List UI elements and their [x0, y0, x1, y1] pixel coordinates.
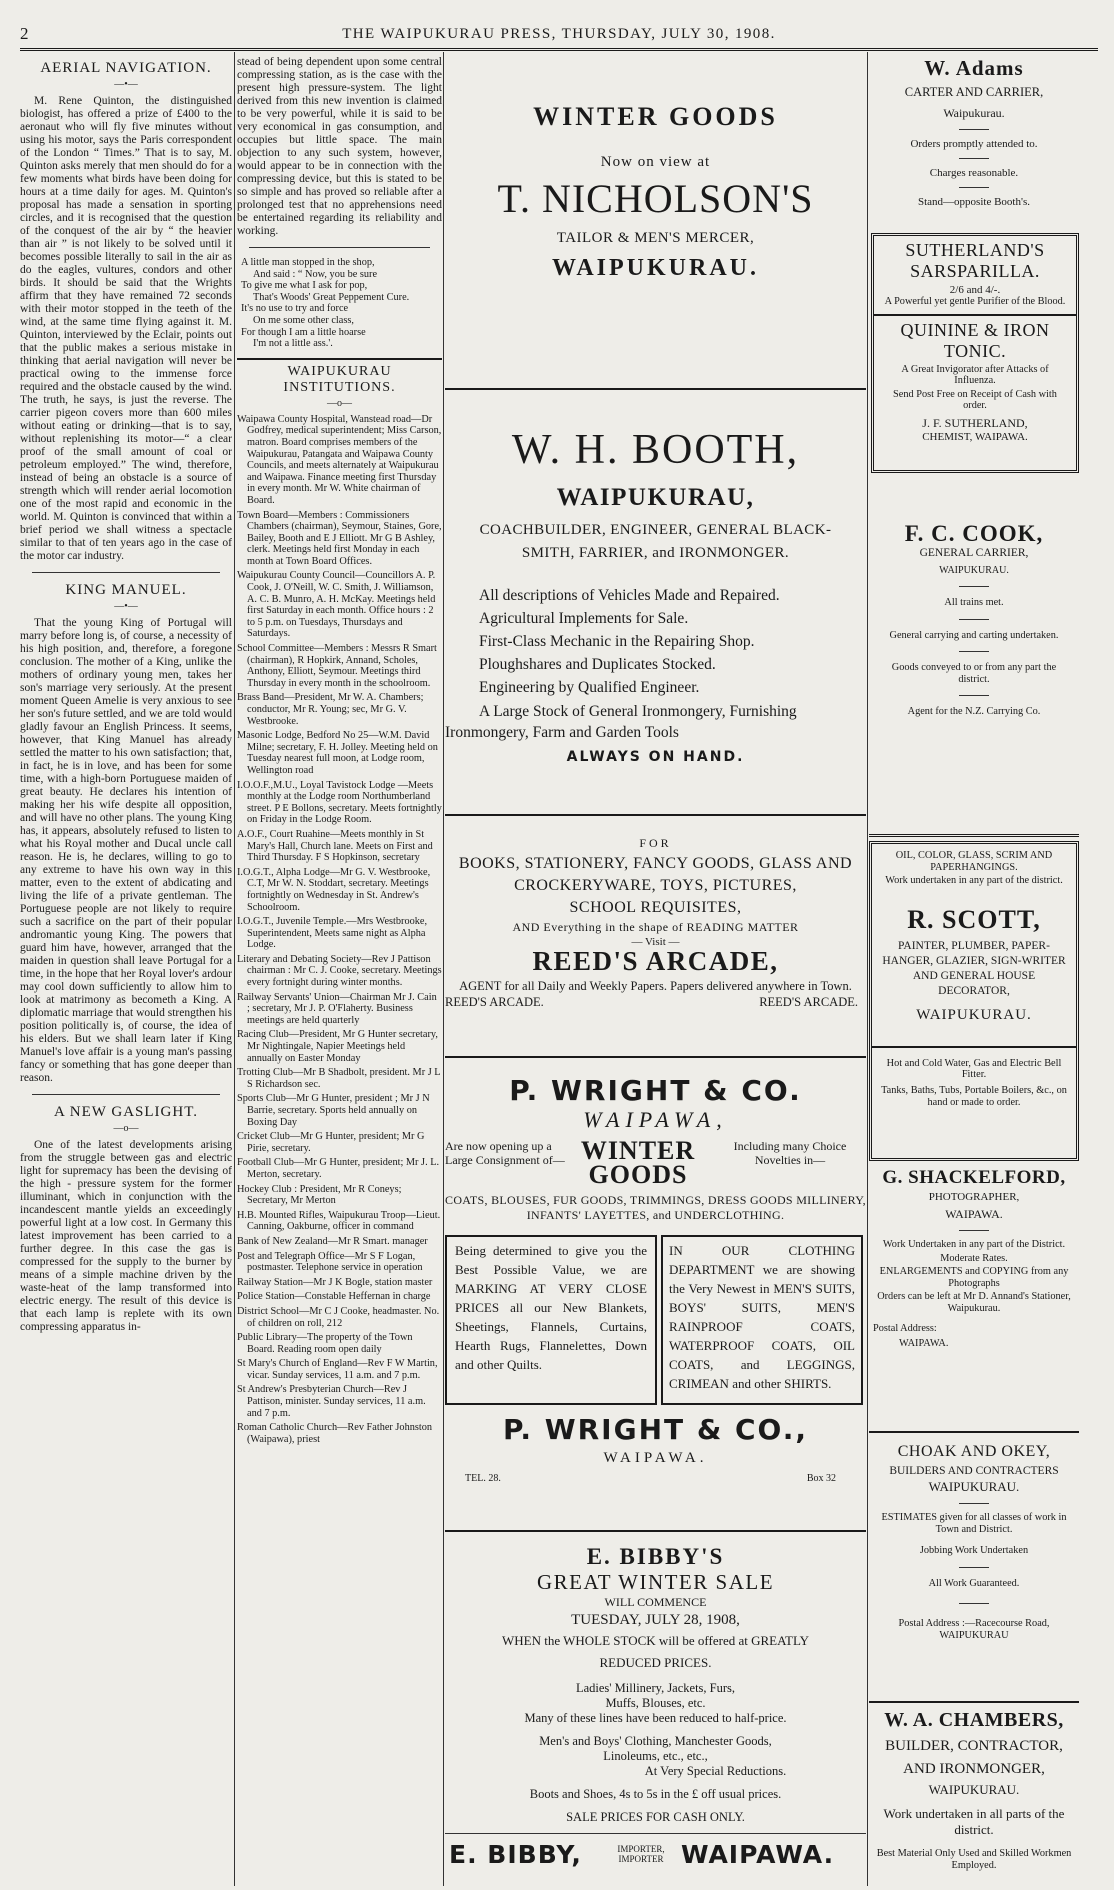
- choak-line: Jobbing Work Undertaken: [919, 1545, 1029, 1557]
- separator: [249, 247, 430, 248]
- cook-line: All trains met.: [944, 597, 1004, 608]
- institution-entry: School Committee—Members : Messrs R Smart (chairman), R Hopkirk, Annand, Scholes, Anthony, Elliott, Seymour. Meetings third Thursday in every month in the schoolroom.: [237, 643, 437, 689]
- separator: [445, 814, 866, 816]
- article-body-gas: One of the latest developments arising from the struggle between gas and electric light for supremacy has been the devising of the high - pressure system for the former illuminant, which in conjunction with the incandescent mantle yields an exceedingly powerful light at a low cost. In Germany this latest improvement has been carried to a further degree. In this case the gas is compressed for the supply to the burner by means of a simple machine driven by the waste-heat of the lamp transformed into electric energy. The result of this device is that each lamp is replete with its own compressing apparatus in-: [20, 1139, 232, 1333]
- article-body-king: That the young King of Portugal will marry before long is, of course, a necessity of his high position, and, therefore, a foregone conclusion. The mother of a King, unlike the mothers of ordinary young men, takes her son's marriage very seriously. At the present moment Queen Amelie is very anxious to see her son's future settled, and we are told would gladly favour an English Princess. It seems, however, that King Manuel has already settled the matter to his own satisfaction; that, in fact, he is in love, and has been for some time, with a high-born Portuguese maiden of great beauty. He declares his intention of making her his wife despite all opposition, and will have no other plans. The young King has, it appears, absolutely refused to listen to what his Royal mother and Ducal uncle call reason. He is, he declares, willing to go to any extreme to have his own way in this matter, even to the extent of abdicating and living the life of a private gentleman. The Portuguese people are not likely to require such a sacrifice on the part of their popular andromantic young King. The powers that guard him have, however, arranged that the maiden in question shall leave Portugal for a time, in the hope that her Royal lover's ardour may cool down sufficiently to allow him to look at matrimony as becometh a King. A diplomatic marriage that would strengthen his position politically is, of course, the idea of his elders. But we shall learn later if King Manuel's love affair is a young man's passing fancy or something that has gone deeper than reason.: [20, 617, 232, 1084]
- institution-entry: Waipawa County Hospital, Wanstead road—Dr Godfrey, medical superintendent; Miss Carson, matron. Board comprises members of the Waipukurau, Patangata and Waipawa County Councils, and meets alternately at Waipukurau and Waipawa. Finance meeting first Thursday in every month. Mr W. White chairman of Board.: [237, 413, 442, 506]
- separator: [237, 358, 442, 360]
- institution-entry: Waipukurau County Council—Councillors A. P. Cook, J. O'Neill, W. C. Smith, J. Williamson, A. C. B. Munro, A. H. McKay. Meetings held first Saturday in each month. Office hours : 2 to 5 p.m. on Tuesdays, Thursdays and Saturdays.: [237, 570, 436, 640]
- bibby-line: Boots and Shoes, 4s to 5s in the £ off usual prices.: [529, 1787, 782, 1801]
- ornament: —o—: [327, 397, 352, 409]
- booth-ironmongery: A Large Stock of General Ironmongery, Furnishing Ironmongery, Farm and Garden Tools: [445, 703, 797, 741]
- ornament: —o—: [113, 1123, 139, 1134]
- choak-line: ESTIMATES given for all classes of work in Town and District.: [881, 1512, 1067, 1535]
- separator: [959, 1603, 989, 1604]
- institution-entry: Sports Club—Mr G Hunter, president ; Mr J N Barrie, secretary. Sports held annually on Boxing Day: [237, 1093, 430, 1128]
- institutions-list: [237, 414, 442, 1446]
- booth-town: WAIPUKURAU,: [556, 484, 755, 511]
- column-2: [237, 56, 442, 1886]
- masthead-line: THE WAIPUKURAU PRESS, THURSDAY, JULY 30, 1908.: [342, 26, 776, 42]
- separator: [959, 1230, 989, 1231]
- scott-name: R. SCOTT,: [907, 904, 1041, 934]
- bibby-footer-town: WAIPAWA.: [681, 1840, 835, 1869]
- wright-boxes: [445, 1235, 866, 1409]
- article-title-gas: A NEW GASLIGHT.: [53, 1104, 199, 1120]
- sutherland-title-1: SUTHERLAND'S: [905, 240, 1045, 260]
- booth-trades-1: COACHBUILDER, ENGINEER, GENERAL BLACK-: [479, 522, 832, 538]
- ornament: —•—: [114, 79, 138, 90]
- separator: [959, 158, 989, 159]
- shackelford-line: Orders can be left at Mr D. Annand's Stationer, Waipukurau.: [877, 1291, 1071, 1314]
- institution-entry: I.O.O.F.,M.U., Loyal Tavistock Lodge —Meets monthly at the Lodge room Northumberland street. P E Bollons, secretary. Meets fortnightly on Friday in the Lodge Room.: [237, 779, 442, 826]
- choak-town: WAIPUKURAU.: [928, 1479, 1020, 1494]
- separator: [872, 1046, 1076, 1048]
- wright-box-blankets: [445, 1235, 657, 1405]
- verse-line: It's no use to try and force: [241, 303, 349, 315]
- reed-visit: — Visit —: [631, 936, 680, 948]
- shackelford-line: Moderate Rates.: [940, 1252, 1008, 1264]
- bibby-line: Muffs, Blouses, etc.: [605, 1696, 706, 1710]
- cook-line: Agent for the N.Z. Carrying Co.: [907, 706, 1041, 718]
- scott-tanks: Tanks, Baths, Tubs, Portable Boilers, &c., on hand or made to order.: [881, 1084, 1067, 1108]
- shackelford-line: Work Undertaken in any part of the District.: [882, 1239, 1066, 1250]
- institution-entry: Hockey Club : President, Mr R Coneys; Secretary, Mr Merton: [237, 1183, 402, 1207]
- institution-entry: Public Library—The property of the Town Board. Reading room open daily: [237, 1332, 413, 1355]
- choak-line: All Work Guaranteed.: [928, 1577, 1020, 1589]
- booth-line: All descriptions of Vehicles Made and Repaired.: [479, 587, 780, 604]
- column-rule: [234, 52, 235, 1886]
- reed-agent: AGENT for all Daily and Weekly Papers. Papers delivered anywhere in Town.: [459, 979, 852, 993]
- sutherland-price: 2/6 and 4/-.: [949, 284, 1001, 296]
- bibby-commence: WILL COMMENCE: [604, 1595, 707, 1609]
- reed-line-3: SCHOOL REQUISITES,: [569, 899, 742, 916]
- quinine-title-1: QUININE & IRON: [900, 319, 1050, 340]
- verse-line: I'm not a little ass.'.: [253, 338, 333, 350]
- advert-scott: [869, 841, 1079, 1161]
- separator: [959, 651, 989, 652]
- institution-entry: Brass Band—President, Mr W. A. Chambers; conductor, Mr R. Young; sec, Mr G. V. Westbrooke.: [237, 692, 424, 727]
- page-number: 2: [20, 24, 29, 43]
- reed-footer: [445, 995, 866, 1010]
- institution-entry: St Andrew's Presbyterian Church—Rev J Pattison, minister. Sunday services, 11 a.m. and 7 p.m.: [237, 1384, 426, 1419]
- reed-footer-left: REED'S ARCADE.: [445, 995, 544, 1009]
- wright-tel: TEL. 28.: [465, 1473, 501, 1484]
- chambers-line: Work undertaken in all parts of the district.: [883, 1806, 1065, 1837]
- verse-advert: [241, 257, 442, 350]
- wright-name: P. WRIGHT & CO.: [509, 1074, 802, 1107]
- wright-name-2: P. WRIGHT & CO.,: [502, 1413, 809, 1446]
- wright-box-clothing-text: IN OUR CLOTHING DEPARTMENT we are showing the Very Newest in MEN'S SUITS, BOYS' SUITS, MEN'S RAINPROOF COATS, WATERPROOF COATS, OIL COATS, and LEGGINGS, CRIMEAN and other SHIRTS.: [669, 1243, 855, 1391]
- adams-town: Waipukurau.: [943, 106, 1005, 120]
- sutherland-title-2: SARSPARILLA.: [910, 261, 1040, 281]
- separator: [32, 1094, 220, 1095]
- wright-town-2: WAIPAWA.: [603, 1450, 708, 1466]
- column-rule: [867, 52, 868, 1886]
- institution-entry: Football Club—Mr G Hunter, president; Mr J. L. Merton, secretary.: [237, 1157, 440, 1180]
- advert-bibby: [445, 1544, 866, 1874]
- verse-line: To give me what I ask for pop,: [241, 280, 368, 292]
- column-3: [445, 56, 866, 1886]
- advert-choak: [869, 1443, 1079, 1701]
- separator: [959, 619, 989, 620]
- choak-name: CHOAK AND OKEY,: [897, 1443, 1051, 1460]
- verse-line: On me some other class,: [253, 314, 354, 326]
- choak-line: Postal Address :—Racecourse Road, WAIPUKURAU: [898, 1618, 1050, 1641]
- institution-entry: District School—Mr C J Cooke, headmaster. No. of children on roll, 212: [237, 1305, 440, 1329]
- institution-entry: I.O.G.T., Juvenile Temple.—Mrs Westbrooke, Superintendent, Meets same night as Alpha Lodge.: [237, 916, 428, 951]
- nicholson-trade: TAILOR & MEN'S MERCER,: [556, 230, 755, 246]
- reed-for: FOR: [639, 836, 672, 850]
- separator: [445, 1833, 866, 1834]
- separator: [959, 1567, 989, 1568]
- chambers-line: BUILDER, CONTRACTOR,: [885, 1738, 1063, 1754]
- booth-line: Engineering by Qualified Engineer.: [479, 679, 700, 696]
- scott-top: OIL, COLOR, GLASS, SCRIM AND PAPERHANGINGS.: [895, 850, 1053, 873]
- advert-shackelford: [869, 1167, 1079, 1431]
- article-body-gas-cont: stead of being dependent upon some central compressing station, as is the case with the present high pressure-system. The light derived from this new invention is claimed to be very powerful, while it is said to be very economical in gas consumption, and occupies but little space. The main objection to any such system, however, would appear to be in connection with the compressing device, but this is stated to be so simple and has proved so reliable after a prolonged test that no apprehensions need be entertained regarding its reliability and working.: [237, 56, 442, 237]
- reed-line-4: AND Everything in the shape of READING MATTER: [512, 920, 799, 934]
- wright-contact: [445, 1473, 866, 1487]
- bibby-line: Linoleums, etc., etc.,: [603, 1749, 708, 1763]
- shackelford-line: ENLARGEMENTS and COPYING from any Photographs: [879, 1266, 1069, 1289]
- institution-entry: Railway Station—Mr J K Bogle, station master: [237, 1276, 433, 1288]
- shackelford-town: WAIPAWA.: [945, 1207, 1003, 1221]
- wright-novelties: Including many Choice Novelties in—: [733, 1139, 847, 1167]
- advert-sutherland: [871, 233, 1079, 473]
- advert-cook: [869, 521, 1079, 837]
- separator: [869, 1701, 1079, 1703]
- advert-adams: [869, 56, 1079, 233]
- advert-reed: [445, 836, 866, 1056]
- wright-box-clothing: [661, 1235, 863, 1405]
- adams-line: Orders promptly attended to.: [910, 138, 1038, 150]
- separator: [959, 1503, 989, 1504]
- column-1: [20, 56, 232, 1886]
- wright-opening: Are now opening up a Large Consignment of—: [445, 1139, 565, 1167]
- article-title-king: KING MANUEL.: [65, 582, 187, 598]
- separator: [32, 572, 220, 573]
- wright-town: WAIPAWA,: [583, 1107, 728, 1132]
- separator: [445, 1056, 866, 1058]
- bibby-reduced: REDUCED PRICES.: [599, 1655, 712, 1670]
- quinine-title-2: TONIC.: [943, 340, 1007, 361]
- quinine-desc: A Great Invigorator after Attacks of Influenza.: [901, 363, 1049, 387]
- chambers-line: AND IRONMONGER,: [903, 1761, 1045, 1777]
- separator: [959, 695, 989, 696]
- booth-line: First-Class Mechanic in the Repairing Shop.: [479, 633, 755, 650]
- bibby-footer-importer: IMPORTER, IMPORTER: [617, 1844, 665, 1864]
- reed-name: REED'S ARCADE,: [532, 946, 779, 976]
- scott-trade: PAINTER, PLUMBER, PAPER-HANGER, GLAZIER, SIGN-WRITER AND GENERAL HOUSE DECORATOR,: [882, 939, 1066, 997]
- chambers-line: WAIPUKURAU.: [928, 1782, 1020, 1797]
- institution-entry: St Mary's Church of England—Rev F W Martin, vicar. Sunday services, 11 a.m. and 7 p.m.: [237, 1358, 438, 1381]
- bibby-date: TUESDAY, JULY 28, 1908,: [571, 1612, 740, 1628]
- separator: [959, 586, 989, 587]
- institution-entry: Literary and Debating Society—Rev J Pattison chairman : Mr C. J. Cooke, secretary. Meetings every fortnight during winter months.: [237, 953, 442, 989]
- ornament: —•—: [114, 601, 138, 612]
- separator: [869, 1431, 1079, 1433]
- adams-trade: CARTER AND CARRIER,: [904, 85, 1044, 99]
- article-title-aerial: AERIAL NAVIGATION.: [40, 60, 212, 76]
- separator: [874, 314, 1076, 316]
- sutherland-desc: A Powerful yet gentle Purifier of the Blood.: [884, 296, 1066, 307]
- institution-entry: Post and Telegraph Office—Mr S F Logan, postmaster. Telephone service in operation: [237, 1250, 423, 1274]
- verse-line: For though I am a little hoarse: [241, 326, 366, 338]
- advert-chambers: [869, 1709, 1079, 1871]
- bibby-line: Men's and Boys' Clothing, Manchester Goods,: [539, 1734, 772, 1748]
- institution-entry: Police Station—Constable Heffernan in charge: [237, 1291, 431, 1303]
- advert-booth: [445, 426, 866, 814]
- institution-entry: Bank of New Zealand—Mr R Smart. manager: [237, 1235, 428, 1247]
- sutherland-name: J. F. SUTHERLAND,: [922, 415, 1028, 430]
- booth-line: Ploughshares and Duplicates Stocked.: [479, 656, 716, 673]
- booth-line: Agricultural Implements for Sale.: [479, 610, 689, 627]
- nicholson-town: WAIPUKURAU.: [552, 255, 759, 281]
- bibby-line: Ladies' Millinery, Jackets, Furs,: [575, 1681, 736, 1695]
- scott-work: Work undertaken in any part of the district.: [885, 875, 1063, 887]
- header-rule: [20, 48, 1098, 51]
- column-4: [869, 56, 1079, 1886]
- institution-entry: I.O.G.T., Alpha Lodge—Mr G. V. Westbrooke, C.T, Mr W. N. Stoddart, secretary. Meetings fortnightly on Wednesday in St. Andrew's Schoolroom.: [237, 866, 431, 913]
- article-body-aerial: M. Rene Quinton, the distinguished biologist, has offered a prize of £400 to the aeronaut who will fly five minutes without using his motor, says the Paris correspondent of the London “ Times.” That is to say, M. Quinton asks merely that men should do for a few moments what birds have been doing for hours at a time daily for ages. M. Quinton's proposal has made a sensation in sporting circles, and it is recognised that the question of the conquest of the air by “ the heavier than air ” is not likely to be solved until it becomes possible literally to sail in the air as do the eagles, vultures, condors and other birds. It should be said that the Wrights affirm that they have remained 72 seconds with their motor stopped in the teeth of the wind, at the same time flying against it. M. Quinton, interviewed by the Eclair, points out that the public makes a serious mistake in thinking that aerial navigation will never be practical owing to the immense force required and the obstacle caused by the wind. The truth, he says, is just the reverse. The carrier pigeon covers more than 600 miles without eating or drinking—that is to say, without replenishing its motor—“ a clear proof of the small amount of coal or petroleum employed.” The wind, therefore, instead of being an obstacle is a source of strength which will render aerial locomotion one of the most rapid and economic in the world. M. Quinton is convinced that within a brief period we shall witness a spectacle similar to that of ten years ago in the case of the motor car industry.: [20, 95, 232, 562]
- separator: [959, 129, 989, 130]
- chambers-name: W. A. CHAMBERS,: [884, 1709, 1064, 1731]
- institution-entry: Racing Club—President, Mr G Hunter secretary, Mr Nightingale, Napier Meetings held annually on Easter Monday: [237, 1029, 438, 1064]
- bibby-when: WHEN the WHOLE STOCK will be offered at GREATLY: [501, 1633, 810, 1648]
- wright-box-blankets-text: Being determined to give you the Best Possible Value, we are MARKING AT VERY CLOSE PRICES all our New Blankets, Sheetings, Flannels, Curtains, Hearth Rugs, Flannelettes, Down and other Quilts.: [455, 1243, 647, 1372]
- wright-winter-row: [445, 1136, 866, 1189]
- page-header: [20, 24, 1098, 48]
- bibby-footer-name: E. BIBBY,: [449, 1840, 582, 1869]
- institution-entry: A.O.F., Court Ruahine—Meets monthly in St Mary's Hall, Church lane. Meets on First and Third Thursday. F S Hopkinson, secretary: [237, 828, 433, 864]
- institution-entry: Cricket Club—Mr G Hunter, president; Mr G Pirie, secretary.: [237, 1131, 425, 1154]
- booth-name: W. H. BOOTH,: [511, 427, 800, 473]
- cook-line: Goods conveyed to or from any part the district.: [891, 662, 1057, 685]
- booth-always: ALWAYS ON HAND.: [566, 749, 745, 765]
- bibby-name: E. BIBBY'S: [586, 1544, 725, 1569]
- institution-entry: Trotting Club—Mr B Shadbolt, president. Mr J L S Richardson sec.: [237, 1067, 441, 1090]
- chambers-line: Best Material Only Used and Skilled Workmen Employed.: [876, 1848, 1072, 1871]
- scott-town: WAIPUKURAU.: [916, 1006, 1032, 1023]
- adams-line: Stand—opposite Booth's.: [918, 196, 1030, 208]
- bibby-sale: GREAT WINTER SALE: [536, 1570, 775, 1594]
- separator: [445, 388, 866, 390]
- adams-line: Charges reasonable.: [929, 167, 1019, 179]
- wright-winter-goods: WINTER GOODS: [580, 1136, 696, 1189]
- institution-entry: Masonic Lodge, Bedford No 25—W.M. David Milne; secretary, F. H. Jolley. Meeting held on Tuesday nearest full moon, at Lodge room, Wellington road: [237, 730, 438, 776]
- cook-trade: GENERAL CARRIER,: [919, 547, 1029, 559]
- choak-trade: BUILDERS AND CONTRACTERS: [889, 1465, 1059, 1477]
- verse-line: That's Woods' Great Peppement Cure.: [253, 291, 410, 303]
- adams-name: W. Adams: [924, 56, 1024, 80]
- nicholson-on-view: Now on view at: [600, 154, 711, 170]
- quinine-post: Send Post Free on Receipt of Cash with order.: [893, 388, 1057, 412]
- bibby-line: SALE PRICES FOR CASH ONLY.: [566, 1810, 745, 1824]
- cook-town: WAIPUKURAU.: [939, 565, 1009, 576]
- separator: [445, 1530, 866, 1532]
- column-rule: [443, 52, 444, 1886]
- bibby-footer: [445, 1838, 866, 1874]
- institution-entry: Roman Catholic Church—Rev Father Johnston (Waipawa), priest: [237, 1422, 433, 1445]
- nicholson-name: T. NICHOLSON'S: [497, 176, 814, 221]
- shackelford-postal-address: WAIPAWA.: [899, 1338, 949, 1350]
- reed-line-2: CROCKERYWARE, TOYS, PICTURES,: [514, 877, 797, 894]
- institution-entry: H.B. Mounted Rifles, Waipukurau Troop—Lieut. Canning, Oakburne, officer in command: [237, 1209, 441, 1233]
- reed-footer-right: REED'S ARCADE.: [759, 995, 858, 1009]
- booth-list: [479, 584, 866, 699]
- nicholson-winter-goods: WINTER GOODS: [533, 102, 778, 131]
- wright-box-number: Box 32: [806, 1473, 836, 1484]
- institution-entry: Railway Servants' Union—Chairman Mr J. Cain ; secretary, Mr J. P. O'Flaherty. Business meetings are held quarterly: [237, 991, 437, 1026]
- verse-line: A little man stopped in the shop,: [241, 257, 375, 268]
- wright-list: COATS, BLOUSES, FUR GOODS, TRIMMINGS, DRESS GOODS MILLINERY, INFANTS' LAYETTES, and UNDERCLOTHING.: [445, 1193, 866, 1222]
- institution-entry: Town Board—Members : Commissioners Chambers (chairman), Seymour, Staines, Gore, Bailey, Booth and E J Elliott. Mr G B Ashley, clerk. Meetings held first Monday in each month at Town Board Offices.: [237, 509, 442, 567]
- cook-name: F. C. COOK,: [904, 521, 1044, 546]
- scott-water: Hot and Cold Water, Gas and Electric Bell Fitter.: [886, 1057, 1062, 1081]
- bibby-line: At Very Special Reductions.: [644, 1764, 787, 1778]
- booth-trades-2: SMITH, FARRIER, and IRONMONGER.: [521, 545, 790, 561]
- institutions-title: WAIPUKURAU INSTITUTIONS.: [283, 363, 396, 395]
- bibby-line: Many of these lines have been reduced to half-price.: [524, 1711, 787, 1725]
- verse-line: And said : “ Now, you be sure: [253, 268, 378, 280]
- shackelford-name: G. SHACKELFORD,: [882, 1167, 1066, 1188]
- cook-line: General carrying and carting undertaken.: [889, 629, 1059, 641]
- reed-line-1: BOOKS, STATIONERY, FANCY GOODS, GLASS AND: [458, 855, 853, 872]
- separator: [959, 187, 989, 188]
- shackelford-postal: Postal Address:: [873, 1322, 937, 1334]
- shackelford-trade: PHOTOGRAPHER,: [928, 1191, 1020, 1203]
- advert-wright: [445, 1074, 866, 1530]
- sutherland-chemist: CHEMIST, WAIPAWA.: [922, 430, 1028, 443]
- advert-nicholson: [445, 102, 866, 388]
